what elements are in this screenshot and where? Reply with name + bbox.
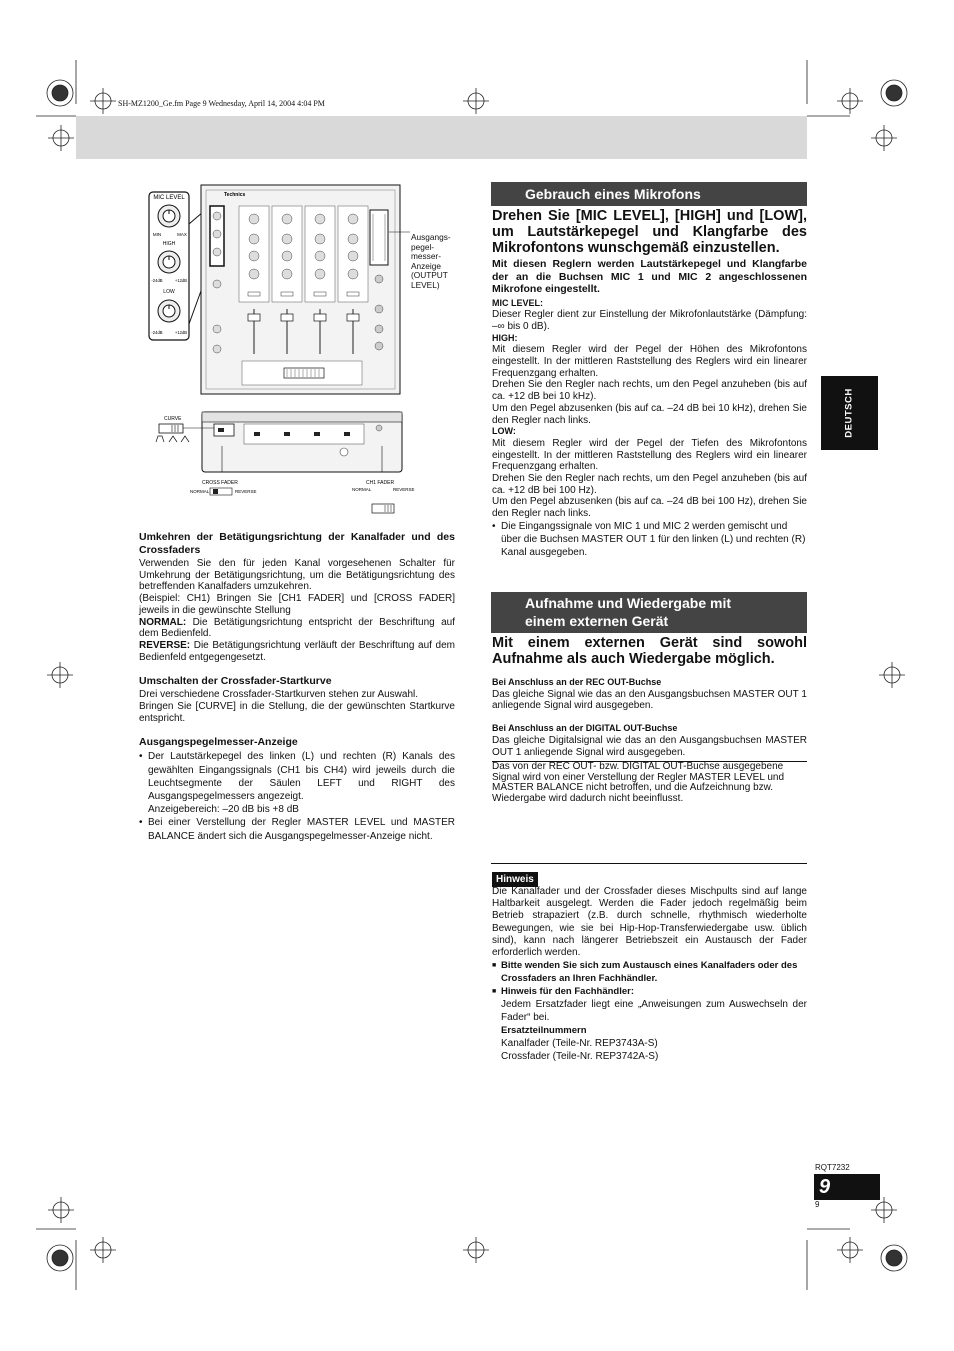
meter-title: Ausgangspegelmesser-Anzeige (139, 736, 298, 749)
recording-title-line1: Aufnahme und Wiedergabe mit (525, 595, 732, 611)
doc-code: RQT7232 (815, 1163, 850, 1172)
language-tab (821, 376, 878, 450)
ch1-reverse-label: REVERSE (393, 487, 415, 492)
normal-desc: Die Betätigungsrichtung entspricht der Beschriftung auf dem Bedienfeld. (139, 616, 455, 640)
mic-low-label: LOW (163, 289, 175, 295)
mic-level-term: MIC LEVEL: (492, 297, 543, 308)
ersatz-2: Crossfader (Teile-Nr. REP3742A-S) (501, 1051, 659, 1063)
left-column (139, 531, 455, 843)
section-title-microphone: Gebrauch eines Mikrofons (491, 182, 807, 206)
hinweis-item-1: ■ Bitte wenden Sie sich zum Austausch eines Kanalfaders oder des Crossfaders an Ihren Fachhändler. (492, 959, 807, 985)
brand-logo: Technics (224, 192, 246, 198)
digital-out-desc: Das gleiche Digitalsignal wie das an den Ausgangsbuchsen MASTER OUT 1 anliegende Signal wird ausgegeben. (492, 734, 807, 758)
meter-bullet-2: • Bei einer Verstellung der Regler MASTER LEVEL und MASTER BALANCE ändert sich die Ausgangspegelmesser-Anzeige nicht. (139, 816, 455, 842)
mic-level-desc: Dieser Regler dient zur Einstellung der Mikrofonlautstärke (Dämpfung: –∞ bis 0 dB). (492, 309, 807, 332)
mic-max-label: MAX (177, 232, 187, 237)
high-p2: Drehen Sie den Regler nach rechts, um den Pegel anzuheben (bis auf ca. +12 dB bei 10 kHz). (492, 379, 807, 403)
digital-out-title: Bei Anschluss an der DIGITAL OUT-Buchse (492, 723, 678, 734)
mic-mix-bullet: • Die Eingangssignale von MIC 1 und MIC 2 werden gemischt und über die Buchsen MASTER OUT 1 für den linken (L) und rechten (R) Kanal ausgegeben. (492, 520, 807, 560)
low-p2: Drehen Sie den Regler nach rechts, um den Pegel anzuheben (bis auf ca. +12 dB bei 100 Hz). (492, 473, 807, 496)
fader-reverse-reverse (139, 640, 455, 663)
fader-reverse-title: Umkehren der Betätigungsrichtung der Kanalfader und des Crossfaders (139, 531, 455, 556)
page-number: 9 (819, 1176, 831, 1198)
curve-p2: Bringen Sie [CURVE] in die Stellung, die der gewünschten Startkurve entspricht. (139, 701, 455, 724)
fader-reverse-normal (139, 617, 455, 640)
page-number-small: 9 (815, 1200, 820, 1209)
ersatz-1: Kanalfader (Teile-Nr. REP3743A-S) (501, 1038, 658, 1050)
section-title-recording (491, 592, 807, 633)
high-term: HIGH: (492, 332, 518, 343)
hinweis-paragraph: Die Kanalfader und der Crossfader dieses Mischpults sind auf lange Haltbarkeit ausgelegt. Werden die Fader jedoch regelmäßig beim Betrieb strapaziert (z.B. durch schnelle, rhythmisch wiederholte Bewegungen, wie sie bei Hip-Hop-Transferwiedergabe usw. üblich sind), kann nach längerer Betriebszeit ein Austausch der Fader erforderlich werden. (492, 886, 807, 959)
mic-high-label: HIGH (162, 241, 176, 247)
reverse-term: REVERSE: (139, 639, 191, 651)
mic-low-minus: -24dB (151, 330, 163, 335)
language-tab-label: DEUTSCH (843, 388, 855, 438)
normal-term: NORMAL: (139, 616, 187, 628)
cross-fader-label: CROSS FADER (202, 480, 238, 486)
cross-normal-label: NORMAL (190, 489, 210, 494)
hinweis-divider (491, 863, 807, 864)
meter-bullet-1 (139, 750, 455, 816)
file-info-header: SH-MZ1200_Ge.fm Page 9 Wednesday, April 14, 2004 4:04 PM (118, 99, 325, 108)
curve-label: CURVE (164, 416, 182, 422)
mic-high-plus: +12dB (174, 278, 188, 283)
low-p1: Mit diesem Regler wird der Pegel der Tiefen des Mikrofontons eingestellt. In der mittleren Raststellung des Reglers wird ein linearer Frequenzgang erhalten. (492, 437, 807, 473)
rec-out-title: Bei Anschluss an der REC OUT-Buchse (492, 677, 662, 687)
recording-section (492, 635, 807, 804)
mic-high-minus: -24dB (151, 278, 163, 283)
hinweis-section (492, 886, 807, 1063)
microphone-heading: Drehen Sie [MIC LEVEL], [HIGH] und [LOW], um Lautstärkepegel und Klangfarbe des Mikrofontons wunschgemäß einzustellen. (492, 208, 807, 256)
mic-level-label: MIC LEVEL (153, 195, 185, 201)
header-band (76, 116, 807, 159)
hinweis-item-2-title: Hinweis für den Fachhändler: (501, 986, 635, 998)
recording-heading: Mit einem externen Gerät sind sowohl Aufnahme als auch Wiedergabe möglich. (492, 635, 807, 667)
meter-range: Anzeigebereich: –20 dB bis +8 dB (148, 804, 299, 816)
note-text: Das von der REC OUT- bzw. DIGITAL OUT-Buchse ausgegebene Signal wird von einer Verstellung der Regler MASTER LEVEL und MASTER BALANCE nicht betroffen, und die Aufzeichnung bzw. Wiedergabe wird dadurch nicht beeinflusst. (492, 761, 785, 804)
curve-p1: Drei verschiedene Crossfader-Startkurven stehen zur Auswahl. (139, 689, 419, 701)
mic-low-plus: +12dB (174, 330, 188, 335)
fader-reverse-p1: Verwenden Sie den für jeden Kanal vorgesehenen Schalter für Umkehrung der Betätigungsrichtung, um die Betätigungsrichtung des betreffenden Kanalfaders umzukehren. (139, 558, 455, 593)
recording-title-line2: einem externen Gerät (525, 613, 669, 629)
page-number-box (814, 1174, 880, 1200)
hinweis-badge: Hinweis (492, 872, 538, 887)
low-p3: Um den Pegel abzusenken (bis auf ca. –24 dB bei 100 Hz), drehen Sie den Regler nach links. (492, 496, 807, 520)
mic-min-label: MIN (152, 232, 162, 237)
low-term: LOW: (492, 426, 516, 437)
output-meter-label: Ausgangs- pegel- messer- Anzeige (OUTPUT LEVEL) (411, 232, 451, 290)
fader-reverse-p2: (Beispiel: CH1) Bringen Sie [CH1 FADER] und [CROSS FADER] jeweils in die gewünschte Stellung (139, 593, 455, 616)
rec-out-desc: Das gleiche Signal wie das an den Ausgangsbuchsen MASTER OUT 1 anliegende Signal wird ausgegeben. (492, 688, 807, 712)
cross-reverse-label: REVERSE (235, 489, 257, 494)
meter-bullet-1-text: Der Lautstärkepegel des linken (L) und rechten (R) Kanals des gewählten Eingangssignals (CH1 bis CH4) wird jeweils durch die Leuchtsegmente der Säulen LEFT und RIGHT des Ausgangspegelmessers angezeigt. (148, 751, 455, 803)
ersatz-title: Ersatzteilnummern (501, 1025, 587, 1037)
microphone-section (492, 208, 807, 559)
microphone-intro: Mit diesen Reglern werden Lautstärkepegel und Klangfarbe der an die Buchsen MIC 1 und MIC 2 angeschlossenen Mikrofone eingestellt. (492, 258, 807, 295)
curve-title: Umschalten der Crossfader-Startkurve (139, 675, 332, 688)
hinweis-item-2 (492, 985, 807, 1063)
high-p3: Um den Pegel abzusenken (bis auf ca. –24 dB bei 10 kHz), drehen Sie den Regler nach links. (492, 402, 807, 426)
hinweis-item-2-text: Jedem Ersatzfader liegt eine „Anweisungen zum Auswechseln der Fader“ bei. (501, 999, 807, 1024)
high-p1: Mit diesem Regler wird der Pegel der Höhen des Mikrofontons eingestellt. In der mittleren Raststellung des Reglers wird ein linearer Frequenzgang erhalten. (492, 344, 807, 379)
ch1-normal-label: NORMAL (352, 487, 372, 492)
reverse-desc: Die Betätigungsrichtung verläuft der Beschriftung auf dem Bedienfeld entgegengesetzt. (139, 639, 455, 663)
ch1-fader-label: CH1 FADER (366, 480, 395, 486)
